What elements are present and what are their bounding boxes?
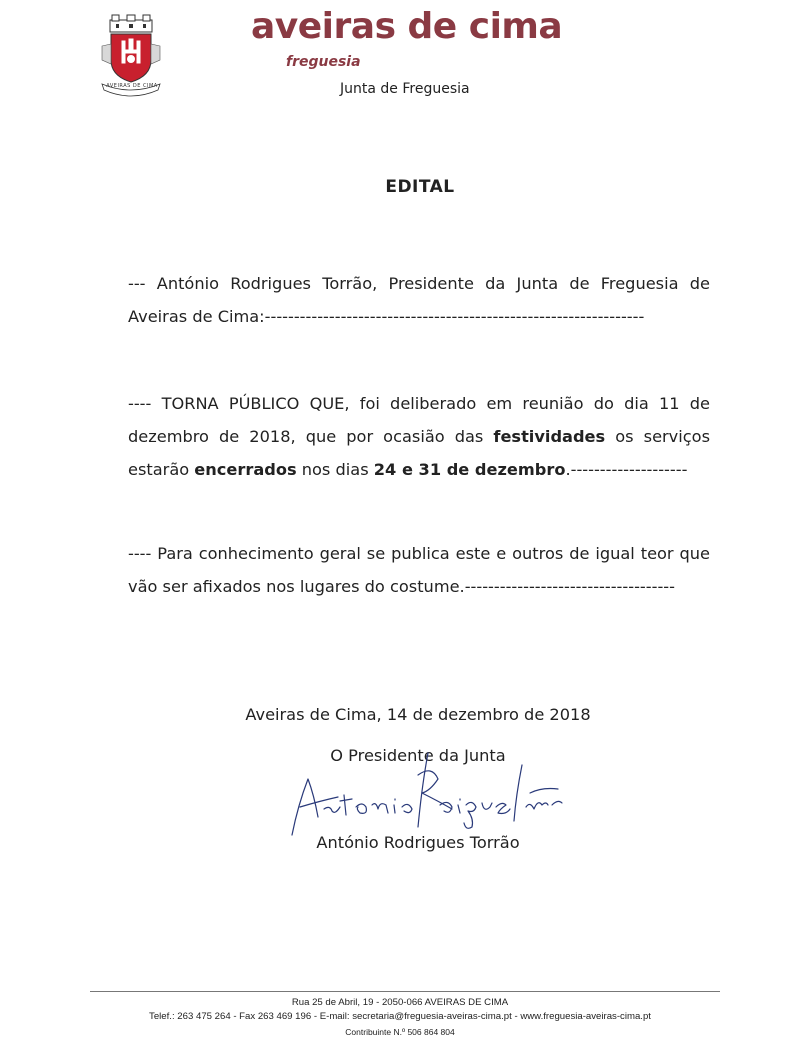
place-and-date: Aveiras de Cima, 14 de dezembro de 2018 xyxy=(245,705,591,724)
organization-name: Junta de Freguesia xyxy=(340,81,470,97)
footer-contacts: Telef.: 263 475 264 - Fax 263 469 196 - E-mail: secretaria@freguesia-aveiras-cima.pt - www.freguesia-aveiras-cima.pt xyxy=(149,1011,651,1022)
paragraph-text: .-------------------- xyxy=(565,460,688,479)
crest-motto: AVEIRAS DE CIMA xyxy=(106,83,158,89)
footer-divider xyxy=(90,991,720,992)
paragraph-announcement xyxy=(128,387,710,486)
paragraph-publication xyxy=(128,537,710,603)
brand-logo-text: aveiras de cima xyxy=(251,6,563,47)
brand-logo-subtitle: freguesia xyxy=(286,54,361,70)
signer-name: António Rodrigues Torrão xyxy=(316,833,520,852)
paragraph-text: nos dias xyxy=(296,460,374,479)
bold-text: festividades xyxy=(493,427,606,446)
bold-text: encerrados xyxy=(194,460,297,479)
signer-role: O Presidente da Junta xyxy=(330,746,506,765)
paragraph-text: os serviços estarão xyxy=(128,427,710,479)
paragraph-text: ---- Para conhecimento geral se publica este e outros de igual teor que vão ser afixados nos lugares do costume.------------------------------------ xyxy=(128,544,710,596)
paragraph-intro xyxy=(128,267,710,333)
paragraph-text: --- António Rodrigues Torrão, Presidente da Junta de Freguesia de Aveiras de Cima:----------------------------------------------------------------- xyxy=(128,274,710,326)
paragraph-text: ---- TORNA PÚBLICO QUE, foi deliberado em reunião do dia 11 de dezembro de 2018, que por ocasião das xyxy=(128,394,710,446)
footer-tax-id: Contribuinte N.º 506 864 804 xyxy=(345,1027,455,1037)
bold-text: 24 e 31 de dezembro xyxy=(373,460,566,479)
footer-address: Rua 25 de Abril, 19 - 2050-066 AVEIRAS DE CIMA xyxy=(291,997,509,1008)
document-title: EDITAL xyxy=(385,177,455,197)
